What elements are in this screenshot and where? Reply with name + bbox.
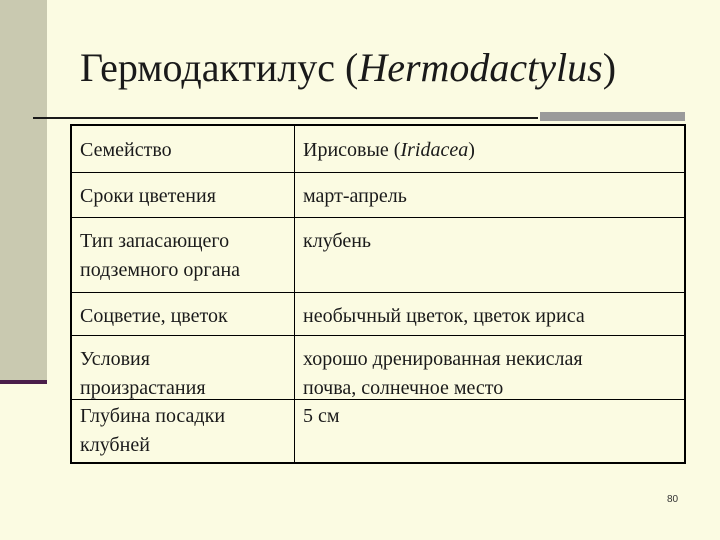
row-value: необычный цветок, цветок ириса bbox=[303, 305, 585, 327]
title-close: ) bbox=[602, 45, 617, 90]
row-label: Тип запасающего подземного органа bbox=[72, 217, 295, 292]
table-row bbox=[72, 335, 684, 400]
title-main: Гермодактилус ( bbox=[80, 45, 359, 90]
row-label: Условия произрастания bbox=[72, 335, 295, 399]
row-label: Семейство bbox=[72, 126, 295, 172]
slide-title bbox=[80, 44, 616, 91]
page-number: 80 bbox=[667, 494, 679, 505]
table-row bbox=[72, 292, 684, 336]
left-decorative-bar bbox=[0, 0, 47, 380]
title-rule-accent bbox=[540, 112, 685, 121]
info-table bbox=[70, 124, 686, 464]
row-label: Сроки цветения bbox=[72, 172, 295, 217]
row-value: клубень bbox=[303, 230, 372, 252]
table-row bbox=[72, 172, 684, 218]
title-latin: Hermodactylus bbox=[358, 45, 603, 90]
row-value: 5 см bbox=[303, 405, 340, 427]
title-rule bbox=[33, 117, 538, 119]
row-label: Глубина посадки клубней bbox=[72, 399, 295, 462]
table-row bbox=[72, 399, 684, 462]
row-label: Соцветие, цветок bbox=[72, 292, 295, 335]
row-value: хорошо дренированная некислая почва, солнечное место bbox=[303, 348, 583, 399]
table-row bbox=[72, 126, 684, 173]
table-row bbox=[72, 217, 684, 293]
row-value: март-апрель bbox=[303, 185, 407, 207]
row-value: Ирисовые (Iridacea) bbox=[303, 139, 475, 161]
left-accent-line bbox=[0, 380, 47, 384]
